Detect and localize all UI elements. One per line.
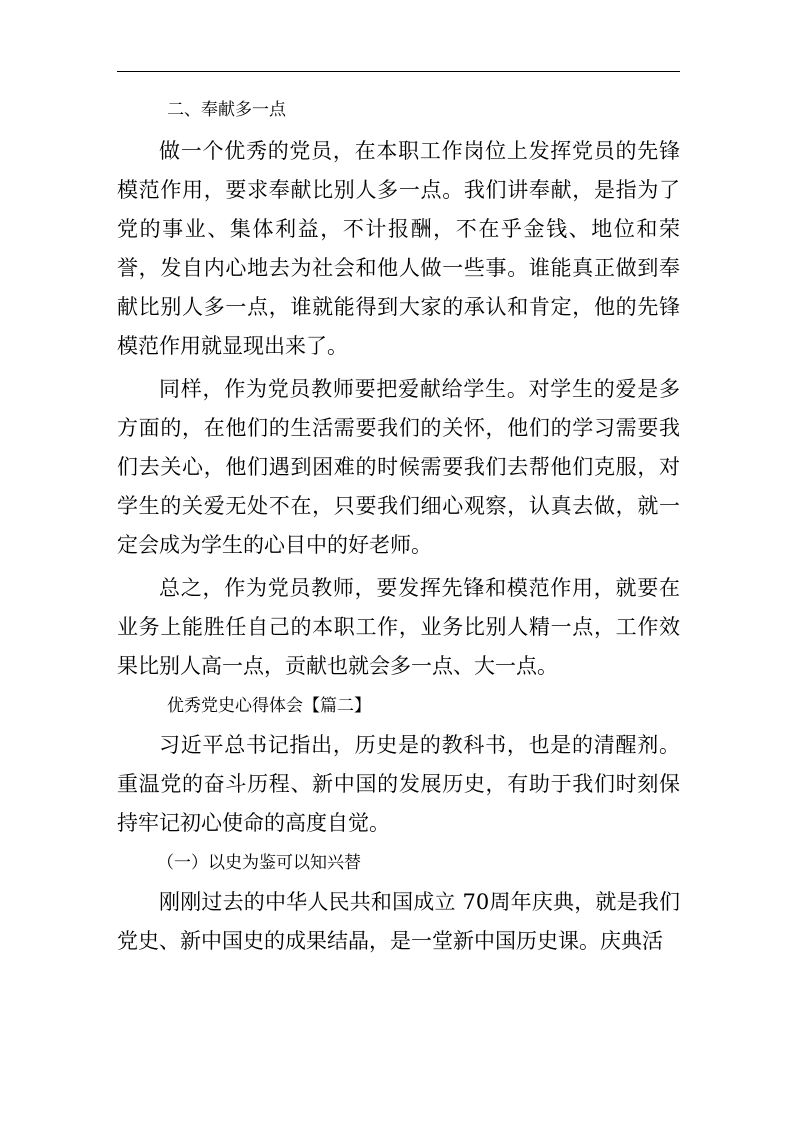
header-rule — [117, 71, 680, 72]
section-heading: 二、奉献多一点 — [167, 100, 286, 120]
paragraph: 总之，作为党员教师，要发挥先锋和模范作用，就要在业务上能胜任自己的本职工作，业务比别人精一点，工作效果比别人高一点，贡献也就会多一点、大一点。 — [117, 576, 680, 678]
subsection-heading: （一）以史为鉴可以知兴替 — [157, 853, 361, 873]
paragraph: 做一个优秀的党员，在本职工作岗位上发挥党员的先锋模范作用，要求奉献比别人多一点。我们讲奉献，是指为了党的事业、集体利益，不计报酬，不在乎金钱、地位和荣誉，发自内心地去为社会和他人做一些事。谁能真正做到奉献比别人多一点，谁就能得到大家的承认和肯定，他的先锋模范作用就显现出来了。 — [117, 139, 680, 358]
paragraph: 刚刚过去的中华人民共和国成立 70周年庆典，就是我们党史、新中国史的成果结晶，是一堂新中国历史课。庆典活 — [117, 890, 680, 953]
article-heading: 优秀党史心得体会【篇二】 — [167, 696, 371, 716]
document-body — [117, 90, 680, 961]
paragraph: 同样，作为党员教师要把爱献给学生。对学生的爱是多方面的，在他们的生活需要我们的关怀，他们的学习需要我们去关心，他们遇到困难的时候需要我们去帮他们克服，对学生的关爱无处不在，只要我们细心观察，认真去做，就一定会成为学生的心目中的好老师。 — [117, 377, 680, 557]
paragraph: 习近平总书记指出，历史是的教科书，也是的清醒剂。重温党的奋斗历程、新中国的发展历史，有助于我们时刻保持牢记初心使命的高度自觉。 — [117, 733, 680, 835]
